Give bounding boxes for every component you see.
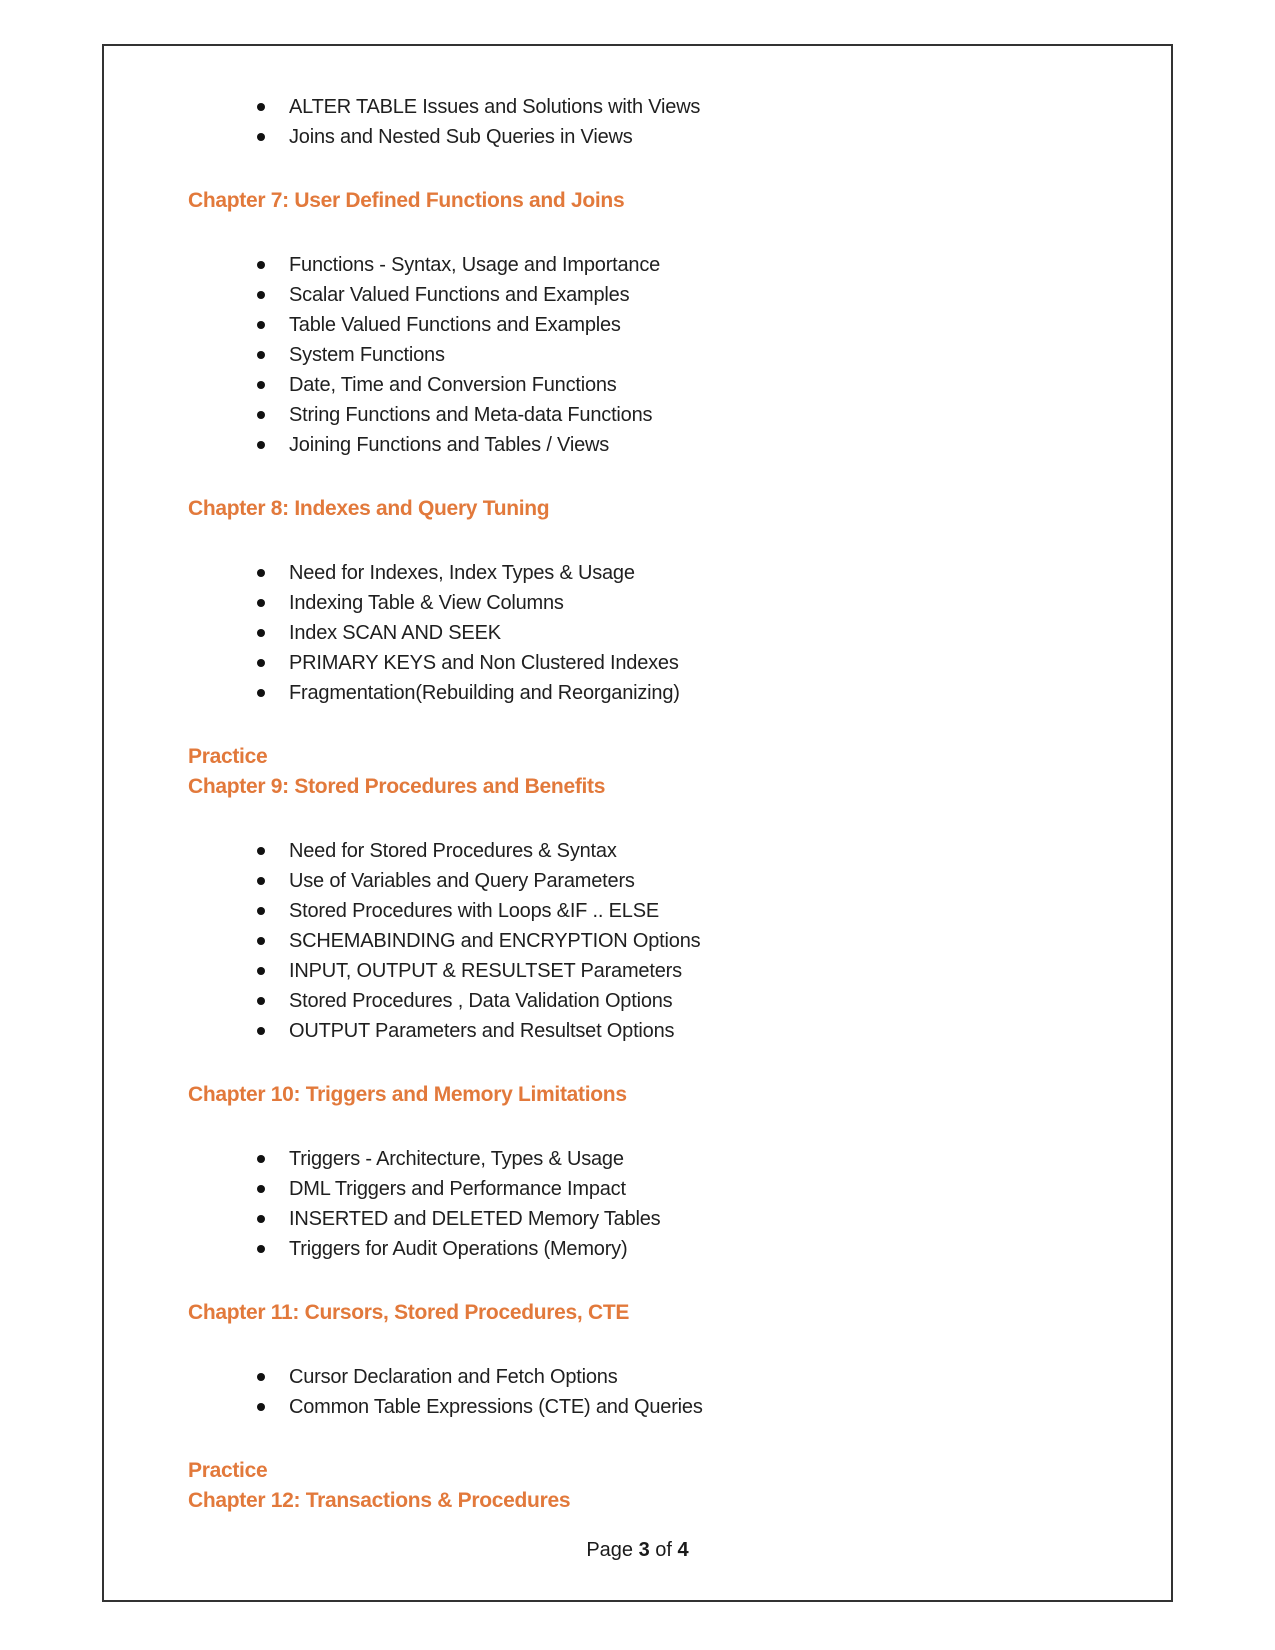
list-item: SCHEMABINDING and ENCRYPTION Options: [188, 926, 1141, 956]
intro-bullet-list: [188, 92, 1141, 152]
section-chapter-7: [188, 186, 1141, 460]
list-item: Table Valued Functions and Examples: [188, 310, 1141, 340]
list-item: Index SCAN AND SEEK: [188, 618, 1141, 648]
section-chapter-8: [188, 494, 1141, 708]
section-chapter-10: [188, 1080, 1141, 1264]
bullet-list: [188, 1144, 1141, 1264]
list-item: Indexing Table & View Columns: [188, 588, 1141, 618]
list-item: Use of Variables and Query Parameters: [188, 866, 1141, 896]
list-item: Need for Stored Procedures & Syntax: [188, 836, 1141, 866]
section-heading: Chapter 7: User Defined Functions and Joins: [188, 189, 625, 212]
list-item: INPUT, OUTPUT & RESULTSET Parameters: [188, 956, 1141, 986]
section-chapter-11: [188, 1298, 1141, 1422]
section-heading: Chapter 8: Indexes and Query Tuning: [188, 497, 550, 520]
bullet-list: [188, 836, 1141, 1046]
page-footer: [104, 1539, 1171, 1562]
practice-label: Practice: [188, 745, 268, 768]
page-content: [104, 46, 1171, 1516]
section-chapter-12: [188, 1456, 1141, 1516]
list-item: INSERTED and DELETED Memory Tables: [188, 1204, 1141, 1234]
list-item: OUTPUT Parameters and Resultset Options: [188, 1016, 1141, 1046]
section-heading: Chapter 10: Triggers and Memory Limitations: [188, 1083, 627, 1106]
list-item: Functions - Syntax, Usage and Importance: [188, 250, 1141, 280]
section-chapter-9: [188, 742, 1141, 1046]
footer-page-label: Page: [586, 1539, 634, 1561]
list-item: Cursor Declaration and Fetch Options: [188, 1362, 1141, 1392]
list-item: Fragmentation(Rebuilding and Reorganizing): [188, 678, 1141, 708]
bullet-list: [188, 250, 1141, 460]
list-item: Stored Procedures with Loops &IF .. ELSE: [188, 896, 1141, 926]
list-item: Scalar Valued Functions and Examples: [188, 280, 1141, 310]
list-item: ALTER TABLE Issues and Solutions with Views: [188, 92, 1141, 122]
list-item: Triggers for Audit Operations (Memory): [188, 1234, 1141, 1264]
practice-label: Practice: [188, 1459, 268, 1482]
section-heading: Chapter 11: Cursors, Stored Procedures, CTE: [188, 1301, 630, 1324]
section-heading: Chapter 12: Transactions & Procedures: [188, 1489, 571, 1512]
page-border-frame: [102, 44, 1173, 1602]
footer-total-pages: 4: [677, 1539, 689, 1561]
list-item: Common Table Expressions (CTE) and Queries: [188, 1392, 1141, 1422]
list-item: Date, Time and Conversion Functions: [188, 370, 1141, 400]
list-item: Need for Indexes, Index Types & Usage: [188, 558, 1141, 588]
bullet-list: [188, 558, 1141, 708]
section-heading: Chapter 9: Stored Procedures and Benefits: [188, 775, 606, 798]
bullet-list: [188, 1362, 1141, 1422]
list-item: Joining Functions and Tables / Views: [188, 430, 1141, 460]
list-item: String Functions and Meta-data Functions: [188, 400, 1141, 430]
footer-page-number: 3: [638, 1539, 650, 1561]
list-item: System Functions: [188, 340, 1141, 370]
list-item: Stored Procedures , Data Validation Options: [188, 986, 1141, 1016]
footer-of-label: of: [655, 1539, 672, 1561]
list-item: DML Triggers and Performance Impact: [188, 1174, 1141, 1204]
list-item: PRIMARY KEYS and Non Clustered Indexes: [188, 648, 1141, 678]
list-item: Joins and Nested Sub Queries in Views: [188, 122, 1141, 152]
list-item: Triggers - Architecture, Types & Usage: [188, 1144, 1141, 1174]
